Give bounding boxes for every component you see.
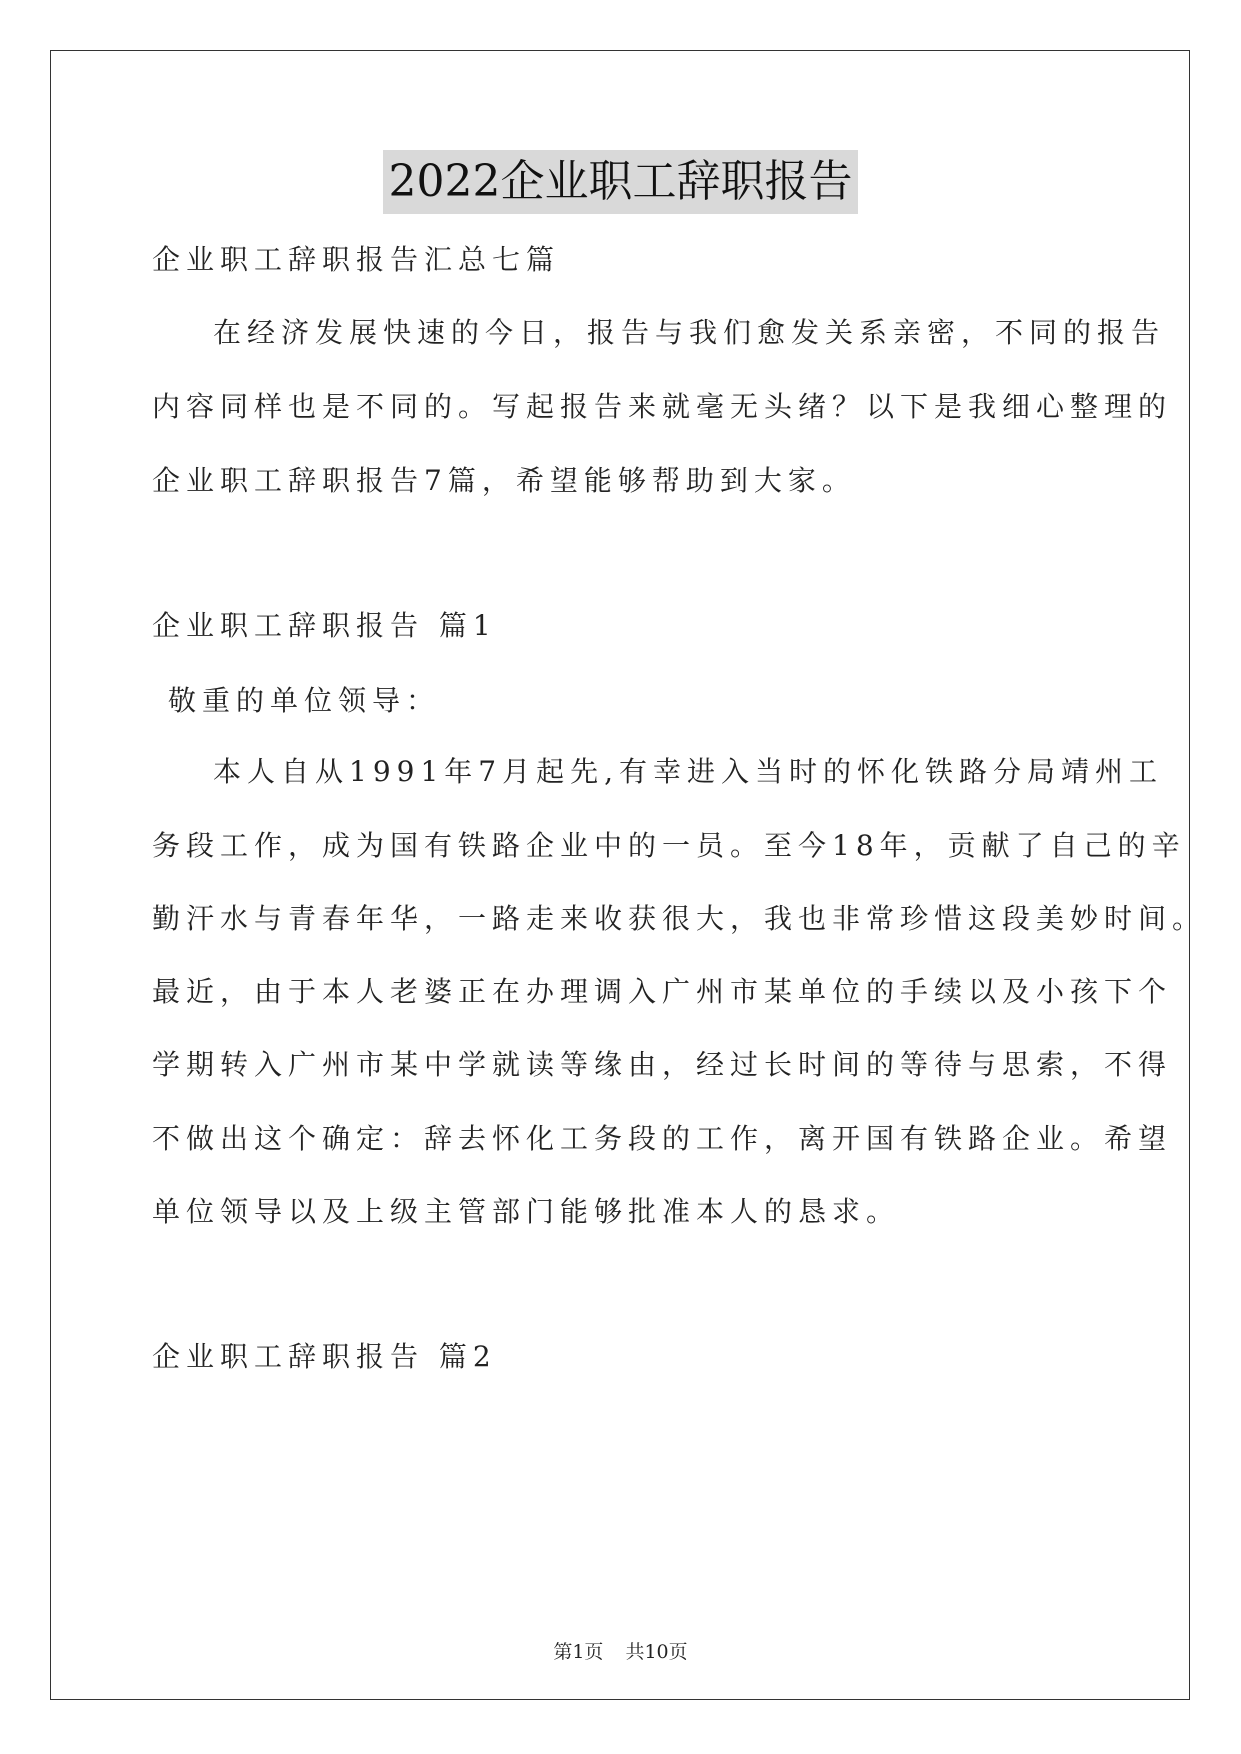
intro-line-2: 内容同样也是不同的。写起报告来就毫无头绪？以下是我细心整理的 — [152, 390, 1173, 423]
section-1-line-7: 单位领导以及上级主管部门能够批准本人的恳求。 — [152, 1195, 901, 1228]
section-1-line-1: 本人自从1991年7月起先,有幸进入当时的怀化铁路分局靖州工 — [213, 755, 1163, 788]
document-title: 2022企业职工辞职报告 — [383, 150, 859, 214]
section-2-heading: 企业职工辞职报告 篇2 — [152, 1340, 497, 1373]
title-container — [0, 150, 1241, 214]
section-1-line-2: 务段工作，成为国有铁路企业中的一员。至今18年，贡献了自己的辛 — [152, 829, 1186, 862]
page-number-total: 共10页 — [625, 1641, 688, 1663]
section-1-heading: 企业职工辞职报告 篇1 — [152, 609, 497, 642]
section-1-line-6: 不做出这个确定：辞去怀化工务段的工作，离开国有铁路企业。希望 — [152, 1122, 1173, 1155]
section-1-greeting: 敬重的单位领导： — [168, 684, 441, 717]
page-footer — [0, 1637, 1241, 1664]
section-1-line-4: 最近，由于本人老婆正在办理调入广州市某单位的手续以及小孩下个 — [152, 975, 1173, 1008]
document-subtitle: 企业职工辞职报告汇总七篇 — [152, 243, 561, 276]
intro-line-3: 企业职工辞职报告7篇，希望能够帮助到大家。 — [152, 464, 856, 497]
intro-line-1: 在经济发展快速的今日，报告与我们愈发关系亲密，不同的报告 — [213, 316, 1166, 349]
section-1-line-3: 勤汗水与青春年华，一路走来收获很大，我也非常珍惜这段美妙时间。 — [152, 902, 1207, 935]
section-1-line-5: 学期转入广州市某中学就读等缘由，经过长时间的等待与思索，不得 — [152, 1048, 1173, 1081]
page-border — [50, 50, 1190, 1700]
page-number-current: 第1页 — [553, 1641, 604, 1663]
